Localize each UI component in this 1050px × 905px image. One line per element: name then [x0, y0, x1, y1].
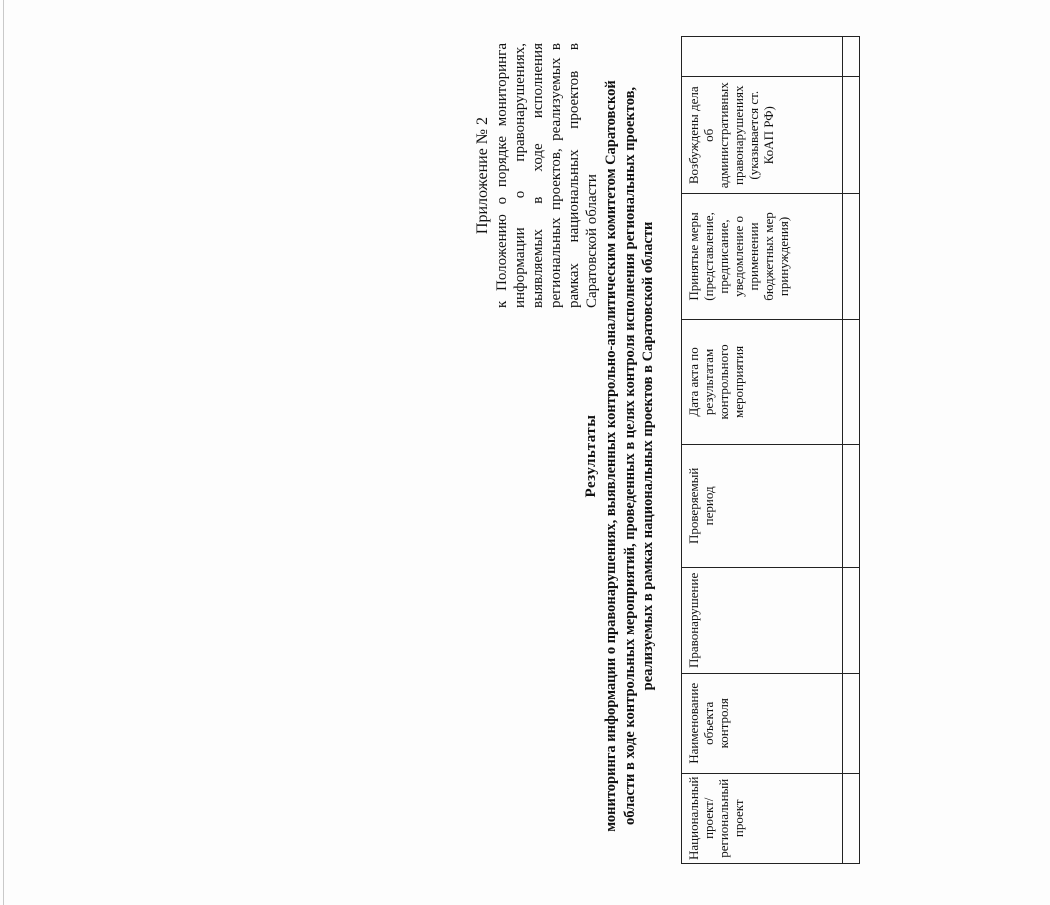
header-act-date: Дата акта по результатам контрольного мероприятия [682, 319, 843, 444]
header-empty-extension [682, 37, 843, 78]
table-cell [843, 37, 860, 78]
table-header-row [682, 37, 843, 864]
report-subtitle: мониторинга информации о правонарушениях, выявленных контрольно-аналитическим комитетом Саратовской области в ходе контрольных мероприятий, проведенных в целях контроля исполнения региональных проектов, реализуемых в рамках национальных проектов в Саратовской области [603, 80, 656, 832]
table-cell [843, 567, 860, 673]
table-cell [843, 674, 860, 773]
table-row [843, 37, 860, 864]
report-title: Результаты [583, 414, 599, 498]
rotated-document-sheet [470, 36, 1050, 876]
table-cell [843, 773, 860, 863]
appendix-text: к Положению о порядке мониторинга информации о правонарушениях, выявляемых в ходе исполнения региональных проектов, реализуемых в рамках национальных проектов в Саратовской области [494, 43, 600, 308]
results-table [681, 36, 860, 864]
table-cell [843, 194, 860, 320]
header-violation: Правонарушение [682, 567, 843, 673]
appendix-title: Приложение № 2 [474, 116, 491, 235]
scan-page-edge [3, 0, 4, 905]
header-checked-period: Проверяемый период [682, 445, 843, 568]
header-measures-taken: Принятые меры (представление, предписание, уведомление о применении бюджетных мер принуждения) [682, 194, 843, 320]
header-administrative-cases: Возбуждены дела об административных правонарушениях (указывается ст. КоАП РФ) [682, 77, 843, 194]
header-control-object: Наименование объекта контроля [682, 674, 843, 773]
table-cell [843, 77, 860, 194]
appendix-block [474, 43, 601, 308]
table-cell [843, 445, 860, 568]
table-cell [843, 319, 860, 444]
header-national-project: Национальный проект/ региональный проект [682, 773, 843, 863]
